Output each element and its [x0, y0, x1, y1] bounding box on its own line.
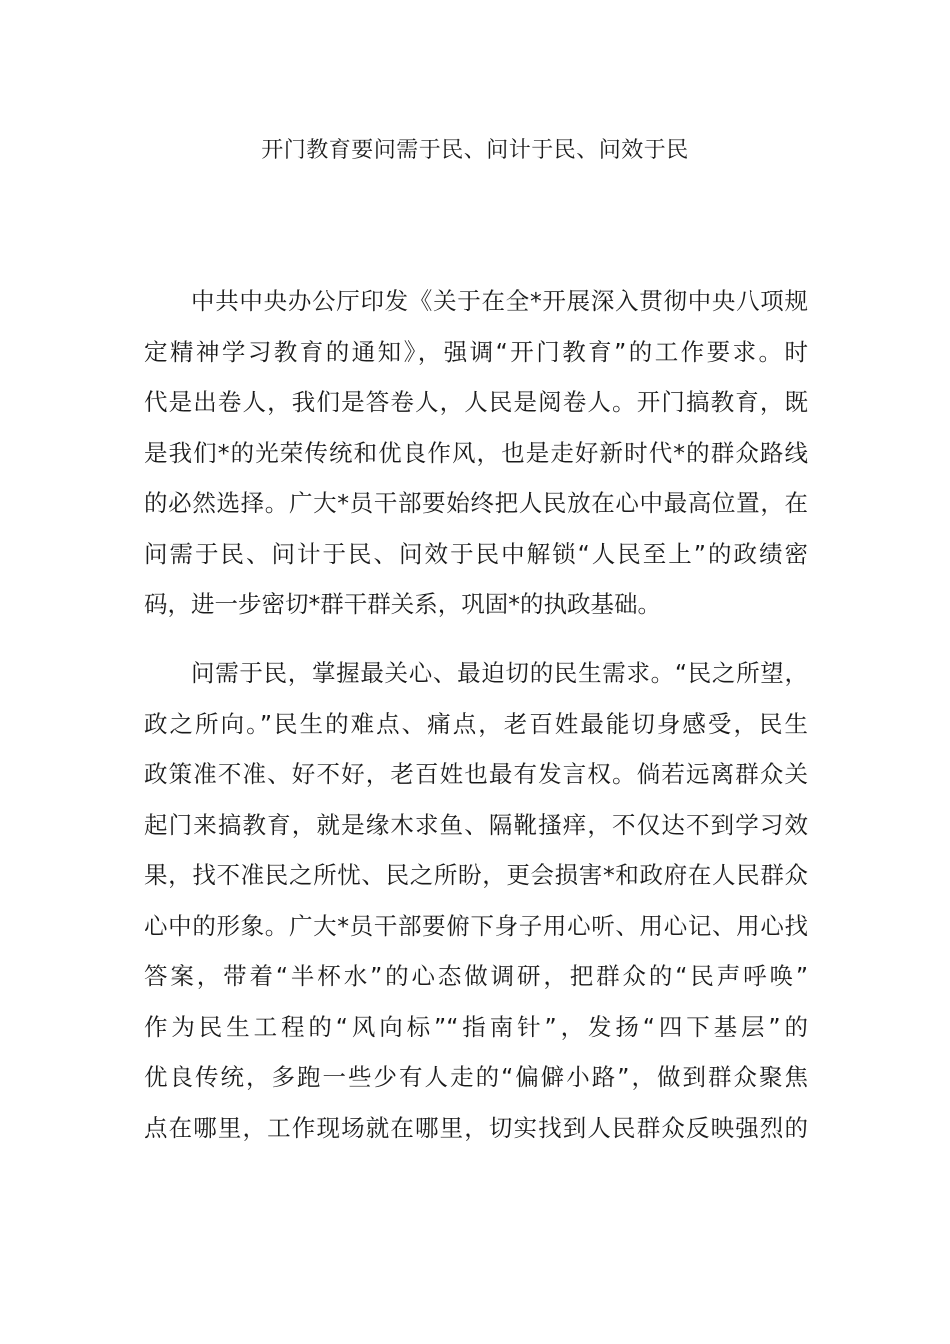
paragraph-line: 问需于民，掌握最关心、最迫切的民生需求。“民之所望，	[191, 659, 808, 687]
paragraph-line: 优良传统，多跑一些少有人走的“偏僻小路”，做到群众聚焦	[144, 1063, 808, 1091]
paragraph-line: 码，进一步密切*群干群关系，巩固*的执政基础。	[144, 590, 661, 618]
paragraph-line: 点在哪里，工作现场就在哪里，切实找到人民群众反映强烈的	[144, 1113, 808, 1142]
paragraph-2	[144, 648, 808, 1153]
document-title: 开门教育要问需于民、问计于民、问效于民	[261, 138, 689, 163]
paragraph-line: 问需于民、问计于民、问效于民中解锁“人民至上”的政绩密	[144, 539, 808, 568]
paragraph-line: 代是出卷人，我们是答卷人，人民是阅卷人。开门搞教育，既	[144, 388, 808, 416]
paragraph-line: 的必然选择。广大*员干部要始终把人民放在心中最高位置，在	[144, 489, 808, 517]
paragraph-line: 定精神学习教育的通知》，强调“开门教育”的工作要求。时	[144, 337, 808, 366]
paragraph-line: 起门来搞教育，就是缘木求鱼、隔靴搔痒，不仅达不到学习效	[144, 810, 808, 839]
paragraph-line: 作为民生工程的“风向标”“指南针”，发扬“四下基层”的	[144, 1012, 808, 1041]
paragraph-line: 果，找不准民之所忧、民之所盼，更会损害*和政府在人民群众	[144, 861, 808, 889]
paragraph-line: 是我们*的光荣传统和优良作风，也是走好新时代*的群众路线	[144, 438, 808, 467]
paragraph-1	[144, 276, 808, 630]
paragraph-line: 中共中央办公厅印发《关于在全*开展深入贯彻中央八项规	[191, 287, 808, 315]
paragraph-line: 心中的形象。广大*员干部要俯下身子用心听、用心记、用心找	[144, 911, 808, 940]
paragraph-line: 政之所向。”民生的难点、痛点，老百姓最能切身感受，民生	[144, 709, 808, 738]
paragraph-line: 政策准不准、好不好，老百姓也最有发言权。倘若远离群众关	[144, 760, 808, 788]
paragraph-line: 答案，带着“半杯水”的心态做调研，把群众的“民声呼唤”	[144, 962, 808, 990]
